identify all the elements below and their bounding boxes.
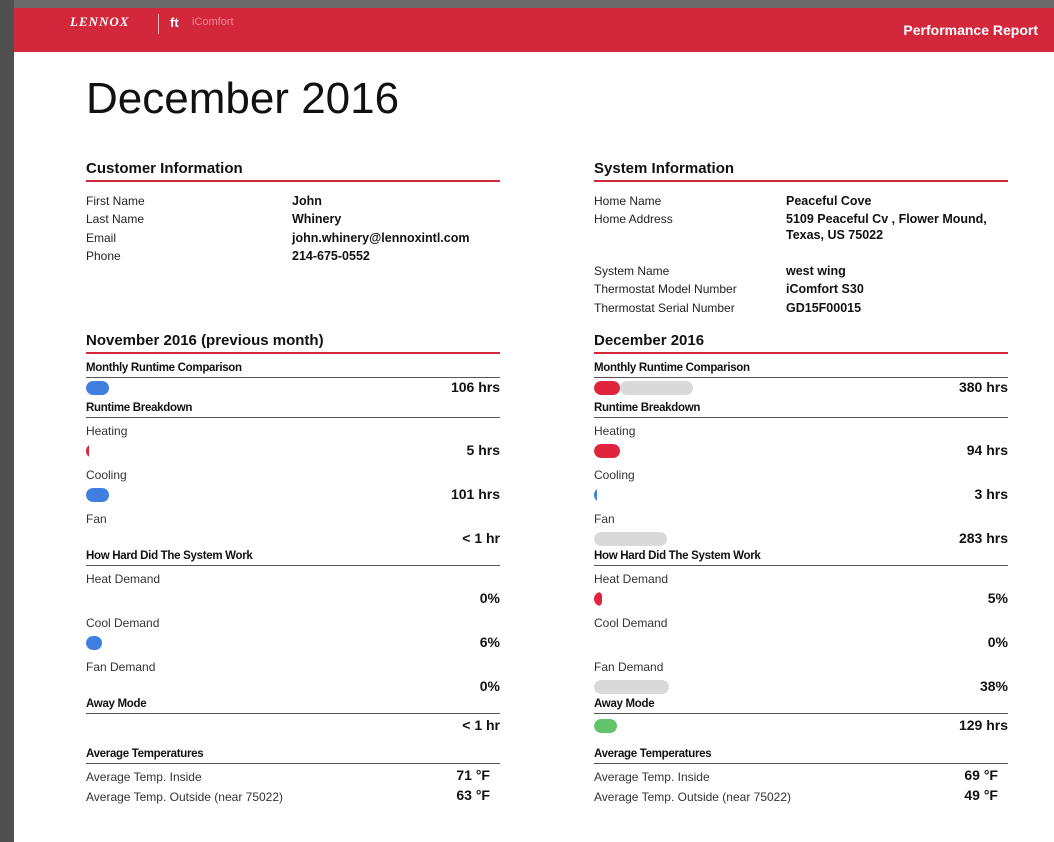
demand-value-cool: 0% [987, 634, 1008, 650]
breakdown-label-fan: Fan [86, 512, 107, 526]
window-left-edge [0, 0, 14, 842]
demand-value-fan: 0% [479, 678, 500, 694]
demand-value-heat: 0% [479, 590, 500, 606]
home-address-value: 5109 Peaceful Cv , Flower Mound, Texas, US 75022 [786, 212, 987, 242]
breakdown-bar-heat-fill-0 [86, 444, 89, 458]
avg-temp-label-1: Average Temp. Outside (near 75022) [86, 790, 284, 804]
breakdown-bar-fan [594, 532, 854, 546]
system-name-label: System Name [594, 264, 670, 278]
breakdown-value-cool: 3 hrs [974, 486, 1008, 502]
system-name-value: west wing [786, 264, 846, 278]
runtime-comparison-value: 106 hrs [450, 379, 500, 395]
demand-label-cool: Cool Demand [86, 616, 160, 630]
avg-temp-value-0: 69 °F [964, 767, 998, 783]
runtime-comparison-title: Monthly Runtime Comparison [594, 362, 1008, 378]
thermostat-model-value: iComfort S30 [786, 282, 864, 296]
demand-value-cool: 6% [479, 634, 500, 650]
away-mode-title: Away Mode [594, 698, 1008, 714]
home-address-label: Home Address [594, 212, 673, 226]
report-page [14, 8, 1054, 842]
avg-temps-title: Average Temperatures [594, 748, 1008, 764]
home-name-value: Peaceful Cove [786, 194, 872, 208]
away-mode-bar [86, 719, 346, 733]
breakdown-bar-fan-fill-0 [594, 532, 667, 546]
away-mode-title: Away Mode [86, 698, 500, 714]
runtime-breakdown-title: Runtime Breakdown [594, 402, 1008, 418]
demand-label-heat: Heat Demand [86, 572, 161, 586]
avg-temp-value-0: 71 °F [456, 767, 490, 783]
demand-label-fan: Fan Demand [86, 660, 156, 674]
demand-value-fan: 38% [979, 678, 1008, 694]
breakdown-bar-fan [86, 532, 346, 546]
demand-value-heat: 5% [987, 590, 1008, 606]
thermostat-serial-label: Thermostat Serial Number [594, 301, 735, 315]
system-info-title: System Information [594, 160, 1008, 182]
breakdown-value-cool: 101 hrs [450, 486, 500, 502]
month-title: December 2016 [594, 332, 1008, 354]
system-work-title: How Hard Did The System Work [86, 550, 500, 566]
breakdown-label-cool: Cooling [86, 468, 127, 482]
breakdown-label-fan: Fan [594, 512, 615, 526]
avg-temp-label-1: Average Temp. Outside (near 75022) [594, 790, 792, 804]
breakdown-bar-cool-fill-0 [86, 488, 109, 502]
icomfort-logo-icon: ft [170, 15, 179, 30]
avg-temp-label-0: Average Temp. Inside [594, 770, 710, 784]
demand-bar-heat [86, 592, 346, 606]
thermostat-model-label: Thermostat Model Number [594, 282, 737, 296]
first-name-label: First Name [86, 194, 145, 208]
runtime-comparison-bar [86, 381, 346, 395]
report-type-label: Performance Report [903, 22, 1038, 38]
breakdown-bar-cool [86, 488, 346, 502]
demand-bar-heat [594, 592, 854, 606]
logo-divider [158, 14, 159, 34]
month-title: November 2016 (previous month) [86, 332, 500, 354]
breakdown-bar-heat [86, 444, 346, 458]
demand-bar-heat-fill-0 [594, 592, 602, 606]
last-name-label: Last Name [86, 212, 145, 226]
demand-label-heat: Heat Demand [594, 572, 669, 586]
runtime-comparison-title: Monthly Runtime Comparison [86, 362, 500, 378]
breakdown-label-heat: Heating [594, 424, 636, 438]
runtime-comparison-value: 380 hrs [958, 379, 1008, 395]
last-name-value: Whinery [292, 212, 342, 226]
breakdown-value-heat: 5 hrs [466, 442, 500, 458]
breakdown-value-heat: 94 hrs [966, 442, 1008, 458]
customer-info-title: Customer Information [86, 160, 500, 182]
breakdown-label-cool: Cooling [594, 468, 635, 482]
thermostat-serial-value: GD15F00015 [786, 301, 862, 315]
lennox-logo: LENNOX [70, 14, 130, 29]
demand-bar-cool [594, 636, 854, 650]
first-name-value: John [292, 194, 322, 208]
breakdown-bar-heat-fill-0 [594, 444, 620, 458]
away-mode-value: < 1 hr [462, 717, 500, 733]
icomfort-logo-text: iComfort [192, 16, 234, 28]
phone-label: Phone [86, 249, 121, 263]
avg-temp-value-1: 49 °F [964, 787, 998, 803]
system-work-title: How Hard Did The System Work [594, 550, 1008, 566]
away-mode-bar [594, 719, 854, 733]
home-name-label: Home Name [594, 194, 662, 208]
breakdown-bar-cool [594, 488, 854, 502]
demand-bar-cool [86, 636, 346, 650]
breakdown-bar-cool-fill-0 [594, 488, 597, 502]
avg-temps-title: Average Temperatures [86, 748, 500, 764]
avg-temp-value-1: 63 °F [456, 787, 490, 803]
phone-value: 214-675-0552 [292, 249, 370, 263]
demand-bar-fan-fill-0 [594, 680, 669, 694]
away-mode-bar-fill-0 [594, 719, 617, 733]
page-title: December 2016 [86, 74, 400, 123]
avg-temp-label-0: Average Temp. Inside [86, 770, 202, 784]
demand-bar-fan [594, 680, 854, 694]
breakdown-value-fan: 283 hrs [958, 530, 1008, 546]
window-top-edge [0, 0, 1054, 8]
runtime-comparison-bar [594, 381, 854, 395]
breakdown-value-fan: < 1 hr [462, 530, 500, 546]
demand-bar-fan [86, 680, 346, 694]
runtime-comparison-bar-fill-1 [620, 381, 693, 395]
demand-label-fan: Fan Demand [594, 660, 664, 674]
runtime-comparison-bar-fill-0 [594, 381, 620, 395]
runtime-breakdown-title: Runtime Breakdown [86, 402, 500, 418]
email-value: john.whinery@lennoxintl.com [292, 231, 470, 245]
email-label: Email [86, 231, 117, 245]
demand-bar-cool-fill-0 [86, 636, 102, 650]
demand-label-cool: Cool Demand [594, 616, 668, 630]
away-mode-value: 129 hrs [958, 717, 1008, 733]
breakdown-bar-heat [594, 444, 854, 458]
runtime-comparison-bar-fill-0 [86, 381, 109, 395]
breakdown-label-heat: Heating [86, 424, 128, 438]
